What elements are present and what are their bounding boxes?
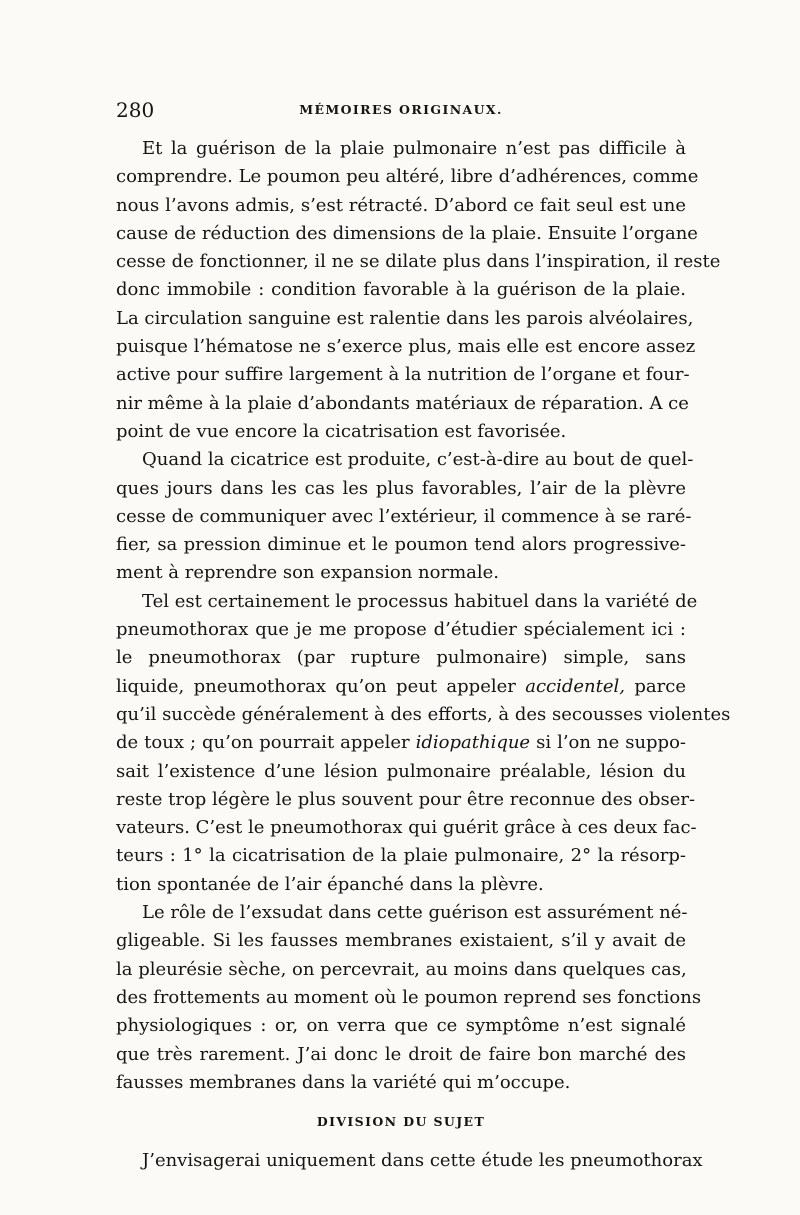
italic-term: idiopathique: [415, 732, 531, 754]
text-line: cesse de communiquer avec l’extérieur, il commence à se raré-: [116, 505, 692, 527]
text-line: nous l’avons admis, s’est rétracté. D’abord ce fait seul est une: [116, 194, 686, 216]
text-line: active pour suffire largement à la nutrition de l’organe et four-: [116, 364, 690, 386]
text-line: ment à reprendre son expansion normale.: [116, 562, 500, 584]
text-line: puisque l’hématose ne s’exerce plus, mais elle est encore assez: [116, 336, 696, 358]
text-line: des frottements au moment où le poumon reprend ses fonctions: [116, 986, 702, 1008]
text-line: Et la guérison de la plaie pulmonaire n’est pas difficile à: [142, 138, 686, 159]
paragraph: [116, 1147, 703, 1175]
text-line: [116, 673, 686, 701]
text-run: si l’on ne suppo-: [530, 732, 687, 754]
text-line: sait l’existence d’une lésion pulmonaire préalable, lésion du: [116, 760, 686, 782]
text-line: que très rarement. J’ai donc le droit de faire bon marché des: [116, 1043, 686, 1065]
text-line: vateurs. C’est le pneumothorax qui guérit grâce à ces deux fac-: [116, 817, 697, 839]
text-line: le pneumothorax (par rupture pulmonaire) simple, sans: [116, 647, 686, 669]
paragraph: [116, 446, 694, 587]
text-run: parce: [625, 675, 686, 697]
text-block: [116, 135, 731, 1175]
text-line: la pleurésie sèche, on percevrait, au moins dans quelques cas,: [116, 958, 687, 980]
text-line: tion spontanée de l’air épanché dans la plèvre.: [116, 873, 544, 895]
text-line: nir même à la plaie d’abondants matériaux de réparation. A ce: [116, 392, 689, 414]
paragraph: [116, 588, 731, 899]
running-head: [116, 97, 686, 123]
running-title: MÉMOIRES ORIGINAUX.: [299, 102, 503, 117]
text-line: fausses membranes dans la variété qui m’occupe.: [116, 1071, 571, 1093]
text-line: donc immobile : condition favorable à la guérison de la plaie.: [116, 279, 686, 301]
text-line: cause de réduction des dimensions de la plaie. Ensuite l’organe: [116, 222, 698, 244]
text-line: fier, sa pression diminue et le poumon tend alors progressive-: [116, 534, 686, 556]
text-line: reste trop légère le plus souvent pour être reconnue des obser-: [116, 788, 696, 810]
text-line: point de vue encore la cicatrisation est favorisée.: [116, 420, 567, 442]
page-number: 280: [116, 98, 155, 122]
paragraph: [116, 135, 721, 446]
text-run: liquide, pneumothorax qu’on peut appeler: [116, 675, 526, 697]
text-line: physiologiques : or, on verra que ce symptôme n’est signalé: [116, 1015, 686, 1037]
text-line: Le rôle de l’exsudat dans cette guérison est assurément né-: [142, 902, 688, 924]
text-line: Quand la cicatrice est produite, c’est-à-dire au bout de quel-: [142, 449, 694, 471]
text-run: de toux ; qu’on pourrait appeler: [116, 732, 416, 754]
text-line: Tel est certainement le processus habituel dans la variété de: [142, 590, 698, 612]
text-line: teurs : 1° la cicatrisation de la plaie pulmonaire, 2° la résorp-: [116, 845, 686, 867]
section-heading: DIVISION DU SUJET: [316, 1114, 486, 1130]
italic-term: accidentel,: [525, 675, 626, 697]
paragraph: [116, 899, 702, 1097]
text-line: J’envisagerai uniquement dans cette étude les pneumothorax: [142, 1150, 703, 1172]
text-line: gligeable. Si les fausses membranes existaient, s’il y avait de: [116, 930, 686, 952]
text-line: comprendre. Le poumon peu altéré, libre d’adhérences, comme: [116, 166, 699, 188]
text-line: ques jours dans les cas les plus favorables, l’air de la plèvre: [116, 477, 686, 499]
text-line: cesse de fonctionner, il ne se dilate plus dans l’inspiration, il reste: [116, 251, 721, 273]
text-line: La circulation sanguine est ralentie dans les parois alvéolaires,: [116, 307, 694, 329]
text-line: pneumothorax que je me propose d’étudier spécialement ici :: [116, 619, 686, 641]
text-line: [116, 729, 686, 757]
text-line: qu’il succède généralement à des efforts, à des secousses violentes: [116, 703, 731, 725]
